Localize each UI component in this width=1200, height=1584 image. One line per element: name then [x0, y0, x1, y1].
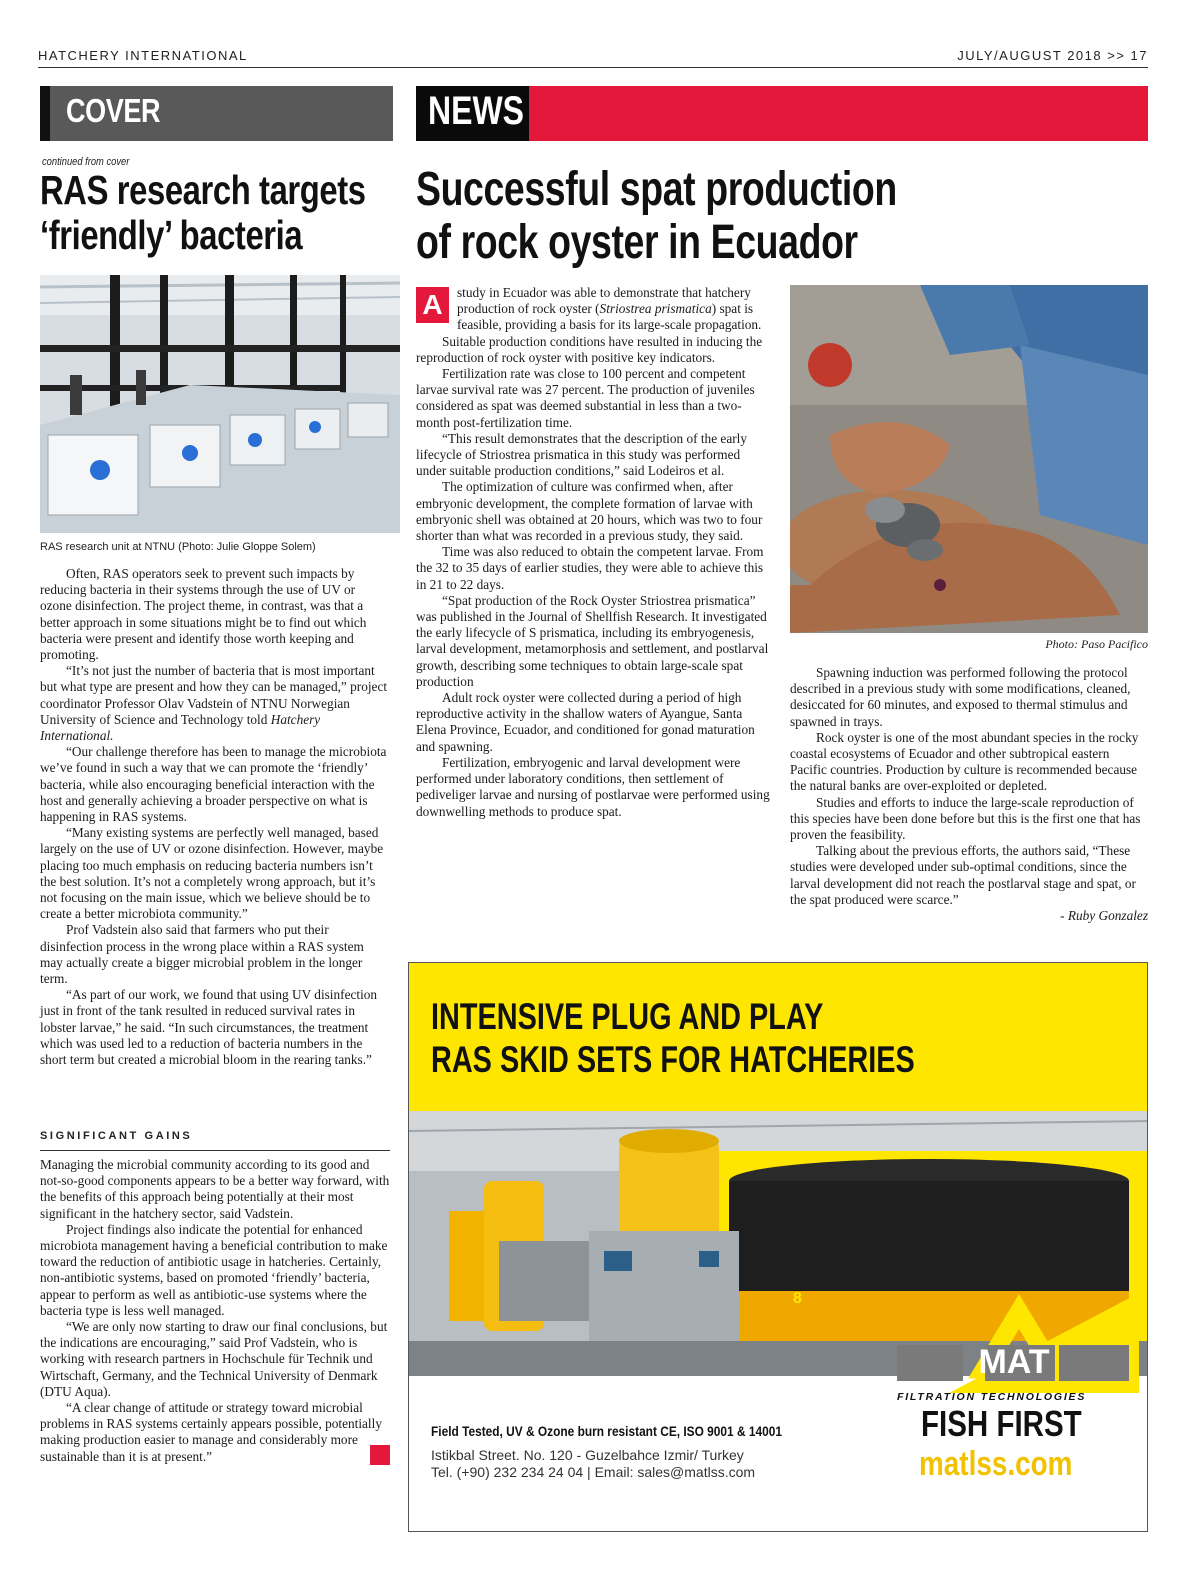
right-article-body	[416, 285, 770, 820]
issue-page-number: JULY/AUGUST 2018 >> 17	[957, 48, 1148, 63]
left-paragraph-7: Managing the microbial community according to its good and not-so-good components appears to be a better way forward, with the benefits of this approach being potentially at their most significant in the hatchery sector, said Vadstein.	[40, 1157, 390, 1221]
ad-phone-email[interactable]: Tel. (+90) 232 234 24 04 | Email: sales@matlss.com	[431, 1464, 756, 1480]
right-article-body-2	[790, 665, 1148, 924]
subhead-significant-gains: SIGNIFICANT GAINS	[40, 1130, 390, 1151]
ad-headline-line-2: RAS SKID SETS FOR HATCHERIES	[431, 1039, 915, 1080]
left-paragraph-8: Project findings also indicate the potential for enhanced microbiota management having a beneficial contribution to make toward the reduction of antibiotic usage in hatcheries. Certainly, non-antibiotic systems, based on promoted ‘friendly’ bacteria, appear to perform as well as antibiotic-use systems where the bacteria type is less well managed.	[40, 1221, 388, 1318]
right-paragraph-3: Fertilization rate was close to 100 percent and competent larvae survival rate was 27 percent. The production of juveniles considered as spat was deemed substantial in less than a two-month post-fertilization time.	[416, 366, 755, 430]
right-paragraph-6: Time was also reduced to obtain the competent larvae. From the 32 to 35 days of earlier studies, they were able to achieve this in 21 to 22 days.	[416, 544, 764, 592]
left-headline-line-2: ‘friendly’ bacteria	[40, 212, 303, 259]
publication-name-italic: Hatchery International.	[40, 711, 321, 744]
ad-address: Istikbal Street. No. 120 - Guzelbahce Izmir/ Turkey	[431, 1447, 744, 1463]
ad-logo-subtitle: FILTRATION TECHNOLOGIES	[897, 1391, 1087, 1403]
left-paragraph-10: “A clear change of attitude or strategy toward microbial problems in RAS systems certainly appears possible, potentially making production easier to manage and considerably more sustainable than it is at present.” HI	[40, 1400, 407, 1464]
left-paragraph-5: Prof Vadstein also said that farmers who put their disinfection process in the wrong place within a RAS system may actually create a bigger microbial problem in the longer term.	[40, 922, 364, 987]
section-label-cover-text: COVER	[66, 92, 161, 129]
section-label-news	[416, 86, 1148, 141]
right-photo-caption: Photo: Paso Pacifico	[1045, 637, 1148, 651]
right-headline-line-2: of rock oyster in Ecuador	[416, 215, 858, 269]
ad-contact-block	[431, 1447, 755, 1481]
left-paragraph-1: Often, RAS operators seek to prevent such impacts by reducing bacteria in their systems through the use of UV or ozone disinfection. The project theme, in contrast, was that a better approach in some situations might be to find out which bacteria were present and identify those worth keeping and promoting.	[40, 566, 367, 663]
section-label-cover	[40, 86, 393, 141]
ad-website-link[interactable]: matlss.com	[919, 1445, 1073, 1483]
right-headline-line-1: Successful spat production	[416, 163, 897, 216]
left-paragraph-3: “Our challenge therefore has been to manage the microbiota we’ve found in such a way that we can promote the ‘friendly’ bacteria, while also encouraging beneficial interaction with the host and generally achieving a broader perspective on what is happening in RAS systems.	[40, 744, 387, 825]
ad-slogan: FISH FIRST	[921, 1403, 1082, 1444]
right-paragraph-4: “This result demonstrates that the description of the early lifecycle of Striostrea prismatica in this study was performed under suitable production conditions,” said Lodeiros et al.	[416, 430, 747, 479]
dropcap: A	[416, 287, 449, 323]
oyster-hands-photo	[790, 285, 1148, 633]
right-headline	[416, 164, 1102, 270]
left-headline	[40, 168, 384, 258]
right-paragraph-12: Studies and efforts to induce the large-scale reproduction of this species have been done before but this is the first one that has proven the feasibility.	[790, 794, 1141, 843]
publication-name: HATCHERY INTERNATIONAL	[38, 48, 248, 63]
right-paragraph-9: Fertilization, embryogenic and larval development were performed under laboratory conditions, then settlement of pediveliger larvae and nursing of postlarvae were performed using downwelling methods to produce spat.	[416, 754, 770, 819]
left-paragraph-4: “Many existing systems are perfectly well managed, based largely on the use of UV or ozone disinfection. However, maybe placing too much emphasis on reducing bacteria numbers isn’t the best solution. It’s not a completely wrong approach, but it’s not focusing on the main issue, which we believe should be to create a better microbiota community.”	[40, 825, 384, 922]
ad-headline	[431, 995, 915, 1081]
page-header	[38, 48, 1148, 68]
species-name: Striostrea prismatica	[599, 301, 712, 317]
left-photo-caption: RAS research unit at NTNU (Photo: Julie Gloppe Solem)	[40, 541, 316, 553]
right-paragraph-11: Rock oyster is one of the most abundant species in the rocky coastal ecosystems of Ecuador and other subtropical eastern Pacific countries. Production by culture is recommended because the natural banks are over-exploited or depleted.	[790, 729, 1139, 794]
ras-research-unit-photo	[40, 275, 400, 533]
left-paragraph-9: “We are only now starting to draw our final conclusions, but the indications are encouraging,” said Prof Vadstein, who is working with research partners in Hochschule für Technik und Wirtschaft, Germany, and the Technical University of Denmark (DTU Aqua).	[40, 1319, 388, 1399]
continued-kicker: continued from cover	[42, 156, 130, 168]
mat-logo-text: MAT	[978, 1343, 1050, 1381]
byline: - Ruby Gonzalez	[1060, 908, 1148, 924]
mat-advertisement[interactable]	[408, 962, 1148, 1532]
mat-logo	[889, 1293, 1139, 1393]
right-paragraph-5: The optimization of culture was confirmed when, after embryonic development, the complete formation of larvae with embryonic shell was obtained at 20 hours, which was two to four shorter than what was recorded in a previous study, they said.	[416, 479, 763, 544]
right-paragraph-8: Adult rock oyster were collected during a period of high reproductive activity in the shallow waters of Ayangue, Santa Elena Province, Ecuador, and conditioned for gonad maturation and spawning.	[416, 690, 755, 754]
right-paragraph-7: “Spat production of the Rock Oyster Striostrea prismatica” was published in the Journal of Shellfish Research. It investigated the early lifecycle of S prismatica, including its embryogenesis, larval development, metamorphosis and settlement, and postlarval growth, describing some techniques to obtain large-scale spat production	[416, 592, 769, 689]
section-label-news-text: NEWS	[428, 89, 524, 133]
ad-tank-number: 8	[793, 1290, 802, 1307]
ad-tagline: Field Tested, UV & Ozone burn resistant CE, ISO 9001 & 14001	[431, 1423, 782, 1439]
right-paragraph-13: Talking about the previous efforts, the authors said, “These studies were developed under sub-optimal conditions, since the larval development did not reach the postlarval stage and spat, or the spat produced were scarce.”	[790, 843, 1136, 907]
left-article-body	[40, 566, 390, 1068]
right-lead-paragraph: A study in Ecuador was able to demonstrate that hatchery production of rock oyster (Striostrea prismatica) spat is feasible, providing a basis for its large-scale propagation.	[416, 285, 770, 334]
left-headline-line-1: RAS research targets	[40, 167, 366, 213]
left-article-body-2	[40, 1157, 407, 1465]
hi-end-mark: HI	[370, 1445, 390, 1465]
right-paragraph-10: Spawning induction was performed following the protocol described in a previous study with some modifications, cleaned, desiccated for 60 minutes, and exposed to thermal stimulus and spawned in trays.	[790, 665, 1131, 729]
right-paragraph-2: Suitable production conditions have resulted in inducing the reproduction of rock oyster with positive key indicators.	[416, 333, 763, 365]
left-paragraph-6: “As part of our work, we found that using UV disinfection just in front of the tank resulted in reduced survival rates in lobster larvae,” he said. “In such circumstances, the treatment which was used led to a reduction of bacteria numbers in the short term but created a microbial bloom in the rearing tanks.”	[40, 987, 378, 1068]
ad-headline-line-1: INTENSIVE PLUG AND PLAY	[431, 996, 824, 1037]
left-paragraph-2: “It’s not just the number of bacteria that is most important but what type are present and how they can be managed,” project coordinator Professor Olav Vadstein of NTNU Norwegian University of Science and Technology told Hatchery International.	[40, 663, 388, 744]
